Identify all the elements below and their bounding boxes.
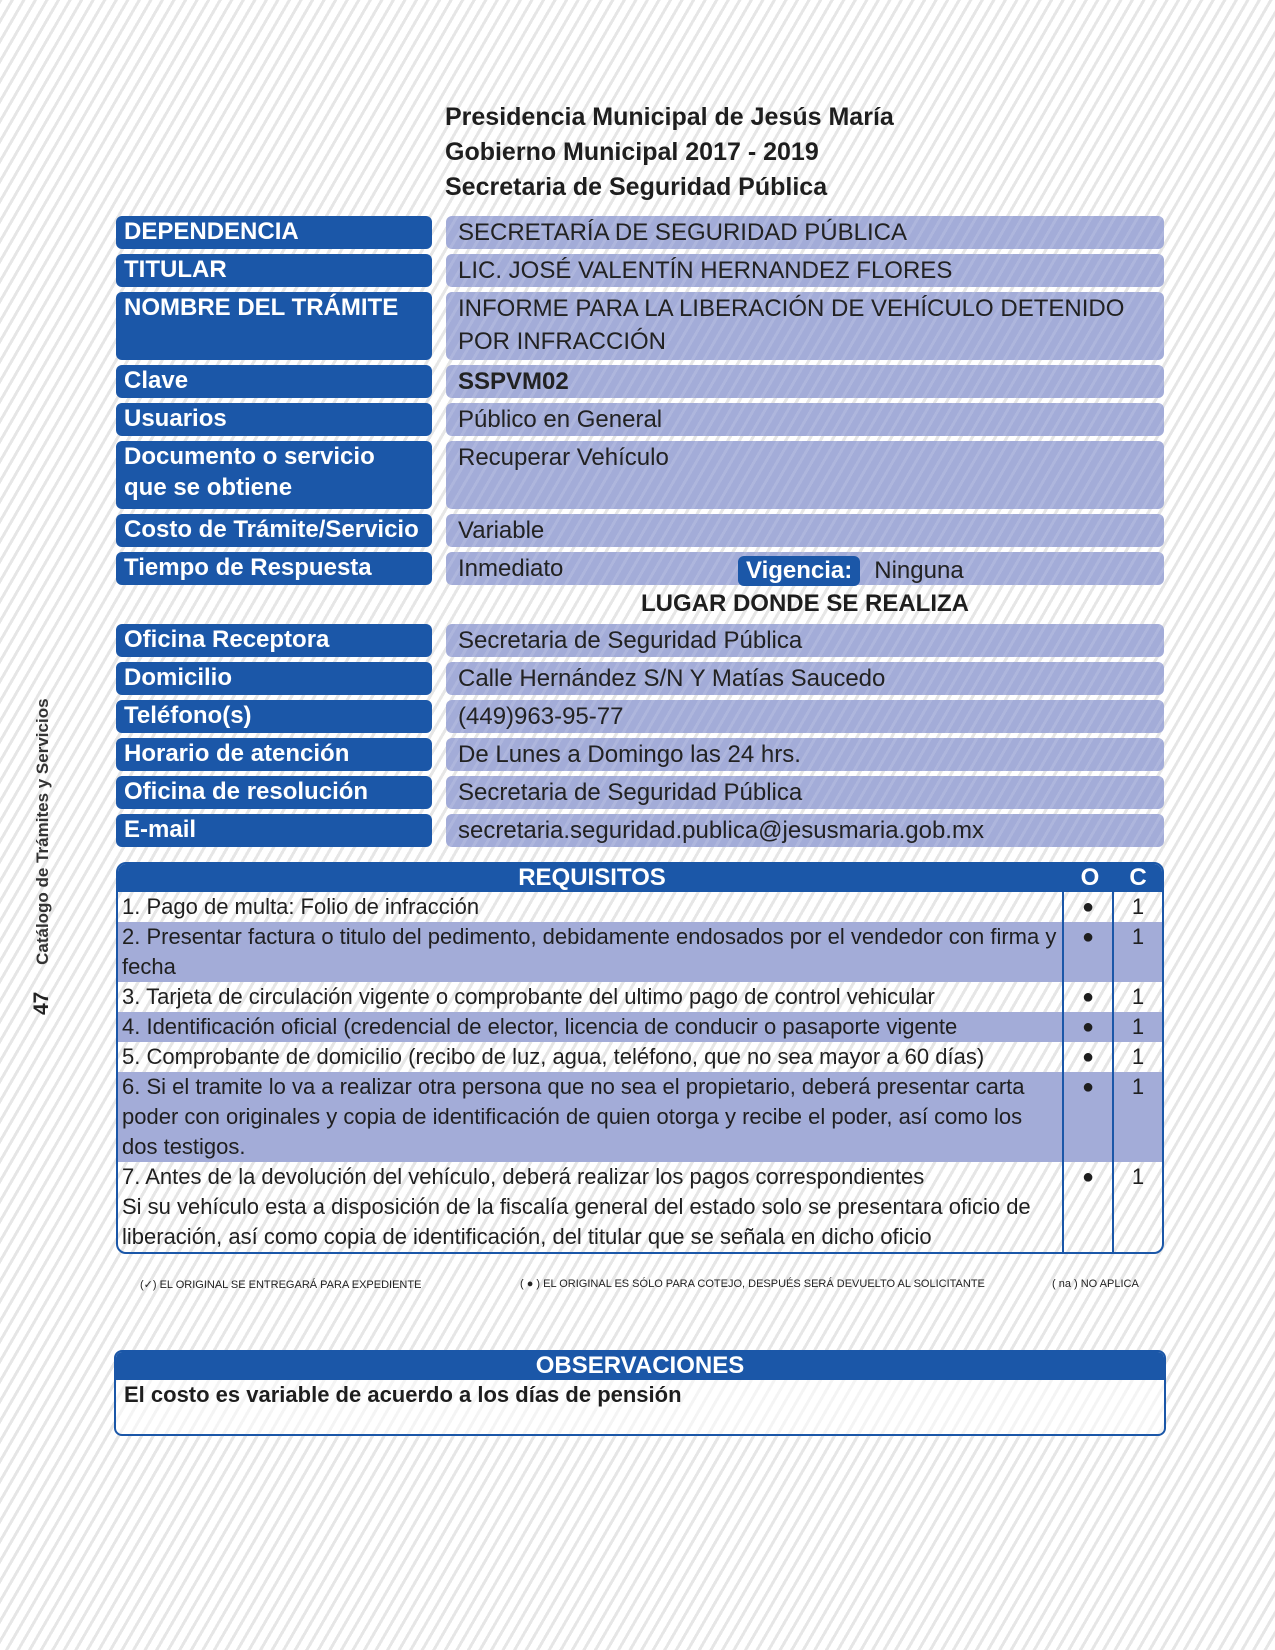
row-titular [116, 254, 1164, 287]
row-domicilio [116, 662, 1164, 695]
row-oficina-receptora [116, 624, 1164, 657]
document-header [445, 100, 894, 205]
requisitos-header [118, 864, 1162, 892]
value-usuarios: Público en General [446, 403, 1164, 436]
row-dependencia [116, 216, 1164, 249]
value-nombre-tramite: INFORME PARA LA LIBERACIÓN DE VEHÍCULO DETENIDO POR INFRACCIÓN [446, 292, 1164, 360]
label-nombre-tramite: NOMBRE DEL TRÁMITE [116, 292, 432, 360]
label-email: E-mail [116, 814, 432, 847]
info-grid [116, 216, 1164, 852]
section-title-lugar: LUGAR DONDE SE REALIZA [640, 590, 969, 617]
column-header-o: O [1080, 864, 1100, 891]
label-vigencia: Vigencia: [738, 556, 860, 586]
requisito-text: 3. Tarjeta de circulación vigente o comprobante del ultimo pago de control vehicular [122, 984, 935, 1009]
label-horario: Horario de atención [116, 738, 432, 771]
requisito-original-mark: ● [1062, 1072, 1112, 1162]
label-documento: Documento o servicio que se obtiene [116, 441, 432, 509]
value-dependencia: SECRETARÍA DE SEGURIDAD PÚBLICA [446, 216, 1164, 249]
row-documento [116, 441, 1164, 509]
label-telefono: Teléfono(s) [116, 700, 432, 733]
row-telefono [116, 700, 1164, 733]
value-domicilio: Calle Hernández S/N Y Matías Saucedo [446, 662, 1164, 695]
requisitos-title: REQUISITOS [518, 864, 666, 891]
label-oficina-receptora: Oficina Receptora [116, 624, 432, 657]
requisito-row [118, 922, 1162, 982]
requisito-original-mark: ● [1062, 982, 1112, 1012]
requisito-copies: 1 [1112, 982, 1162, 1012]
value-clave: SSPVM02 [446, 365, 1164, 398]
row-costo [116, 514, 1164, 547]
label-oficina-resolucion: Oficina de resolución [116, 776, 432, 809]
requisito-text: 6. Si el tramite lo va a realizar otra persona que no sea el propietario, deberá presentar carta poder con originales y copia de identificación de quien otorga y recibe el poder, así como los dos testigos. [122, 1074, 1025, 1159]
value-telefono: (449)963-95-77 [446, 700, 1164, 733]
requisito-text: 1. Pago de multa: Folio de infracción [122, 894, 480, 919]
value-costo: Variable [446, 514, 1164, 547]
requisito-row [118, 1042, 1162, 1072]
observaciones-box [114, 1350, 1166, 1436]
value-documento: Recuperar Vehículo [446, 441, 1164, 509]
row-email [116, 814, 1164, 847]
requisito-original-mark: ● [1062, 1162, 1112, 1252]
requisito-original-mark: ● [1062, 1012, 1112, 1042]
requisito-copies: 1 [1112, 1072, 1162, 1162]
requisito-copies: 1 [1112, 1012, 1162, 1042]
label-clave: Clave [116, 365, 432, 398]
requisito-copies: 1 [1112, 1042, 1162, 1072]
legend-check: (✓) EL ORIGINAL SE ENTREGARÁ PARA EXPEDIENTE [140, 1279, 422, 1291]
row-clave [116, 365, 1164, 398]
label-dependencia: DEPENDENCIA [116, 216, 432, 249]
requisito-text: 7. Antes de la devolución del vehículo, deberá realizar los pagos correspondientes Si su vehículo esta a disposición de la fiscalía general del estado solo se presentara oficio de liberación, así como copia de identificación, del titular que se señala en dicho oficio [122, 1164, 1031, 1249]
value-tiempo-respuesta: Inmediato [458, 555, 564, 582]
row-oficina-resolucion [116, 776, 1164, 809]
observaciones-text: El costo es variable de acuerdo a los días de pensión [124, 1382, 682, 1407]
value-vigencia: Ninguna [874, 557, 964, 584]
value-oficina-resolucion: Secretaria de Seguridad Pública [446, 776, 1164, 809]
requisito-row [118, 982, 1162, 1012]
header-line-1: Presidencia Municipal de Jesús María [445, 103, 894, 131]
side-catalog-label [30, 698, 54, 1015]
legend-dot: ( ● ) EL ORIGINAL ES SÓLO PARA COTEJO, DESPUÉS SERÁ DEVUELTO AL SOLICITANTE [520, 1278, 985, 1290]
requisito-row [118, 892, 1162, 922]
requisitos-rows [118, 892, 1162, 1252]
vigencia-group [738, 554, 964, 587]
row-horario [116, 738, 1164, 771]
requisito-copies: 1 [1112, 1162, 1162, 1252]
label-tiempo-respuesta: Tiempo de Respuesta [116, 552, 432, 585]
row-usuarios [116, 403, 1164, 436]
observaciones-title: OBSERVACIONES [116, 1352, 1164, 1380]
requisito-original-mark: ● [1062, 922, 1112, 982]
row-tiempo-respuesta [116, 552, 1164, 585]
label-usuarios: Usuarios [116, 403, 432, 436]
label-costo: Costo de Trámite/Servicio [116, 514, 432, 547]
catalog-title: Catálogo de Trámites y Servicios [33, 698, 52, 965]
requisito-row [118, 1012, 1162, 1042]
requisito-text: 2. Presentar factura o titulo del pedimento, debidamente endosados por el vendedor con firma y fecha [122, 924, 1057, 979]
label-domicilio: Domicilio [116, 662, 432, 695]
header-line-3: Secretaria de Seguridad Pública [445, 173, 828, 201]
value-email[interactable]: secretaria.seguridad.publica@jesusmaria.gob.mx [446, 814, 1164, 847]
value-titular: LIC. JOSÉ VALENTÍN HERNANDEZ FLORES [446, 254, 1164, 287]
requisitos-table [116, 862, 1164, 1254]
label-titular: TITULAR [116, 254, 432, 287]
page-number: 47 [30, 991, 53, 1015]
requisito-original-mark: ● [1062, 892, 1112, 922]
requisito-text: 5. Comprobante de domicilio (recibo de luz, agua, teléfono, que no sea mayor a 60 días) [122, 1044, 985, 1069]
requisito-copies: 1 [1112, 892, 1162, 922]
requisito-row [118, 1072, 1162, 1162]
value-horario: De Lunes a Domingo las 24 hrs. [446, 738, 1164, 771]
value-oficina-receptora: Secretaria de Seguridad Pública [446, 624, 1164, 657]
requisito-copies: 1 [1112, 922, 1162, 982]
value-tiempo-respuesta-box [446, 552, 1164, 585]
requisito-text: 4. Identificación oficial (credencial de elector, licencia de conducir o pasaporte vigente [122, 1014, 958, 1039]
row-nombre-tramite [116, 292, 1164, 360]
column-header-c: C [1129, 864, 1147, 891]
requisito-original-mark: ● [1062, 1042, 1112, 1072]
legend-na: ( na ) NO APLICA [1052, 1278, 1139, 1290]
requisito-row [118, 1162, 1162, 1252]
header-line-2: Gobierno Municipal 2017 - 2019 [445, 138, 819, 166]
